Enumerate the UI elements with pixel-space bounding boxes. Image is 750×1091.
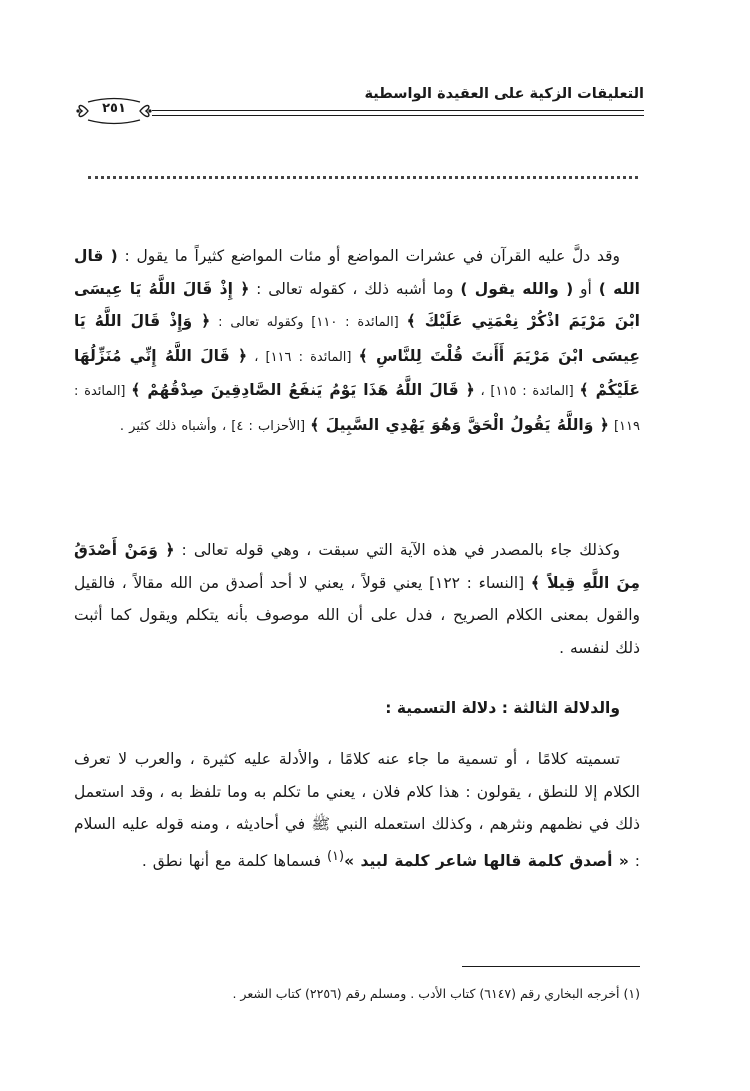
page-number: ٢٥١ [102, 101, 126, 116]
verse-reference: [المائدة : ١١٠] وكقوله تعالى : [210, 315, 407, 330]
text-run: وكذلك جاء بالمصدر في هذه الآية التي سبقت ، وهي قوله تعالى : [174, 541, 620, 559]
dotted-separator [88, 176, 638, 179]
footnote-marker: (١) [326, 848, 345, 864]
quran-verse: ﴿ وَإِذْ قَالَ اللَّهُ يَا عِيسَى ابْنَ مَرْيَمَ أَأَنتَ قُلْتَ لِلنَّاسِ ﴾ [74, 312, 640, 365]
footnote: (١) أخرجه البخاري رقم (٦١٤٧) كتاب الأدب . ومسلم رقم (٢٢٥٦) كتاب الشعر . [232, 986, 640, 1001]
text-run: تسميته كلامًا ، أو تسمية ما جاء عنه كلامًا ، والأدلة عليه كثيرة ، والعرب لا تعرف الكلام إلا للنطق ، يقولون : هذا كلام فلان ، يعني ما تكلم به وما تلفظ به ، وقد استعمل ذلك في نظمهم ونثرهم ، وكذلك استعمله النبي ﷺ في أحاديثه ، ومنه قوله عليه السلام : [74, 750, 640, 870]
section-heading [74, 693, 640, 723]
quran-verse: ﴿ قَالَ اللَّهُ إِنِّي مُنَزِّلُهَا عَلَيْكُمْ ﴾ [74, 346, 640, 399]
footnote-separator [462, 966, 640, 967]
header-rule [152, 110, 644, 111]
verse-reference: [المائدة : ١١٦] ، [247, 349, 359, 365]
quoted-phrase: ( والله يقول ) [460, 279, 574, 298]
paragraph-2 [74, 534, 640, 664]
hadith-quote: « أصدق كلمة قالها شاعر كلمة لبيد » [344, 851, 629, 870]
quoted-phrase: ( قال الله ) [74, 247, 640, 298]
paragraph-3 [74, 743, 640, 877]
quran-verse: ﴿ وَاللَّهُ يَقُولُ الْحَقَّ وَهُوَ يَهْدِي السَّبِيلَ ﴾ [310, 415, 609, 434]
paragraph-1 [74, 240, 640, 443]
heading-label: والدلالة الثالثة : دلالة التسمية : [385, 699, 620, 717]
text-run: وما أشبه ذلك ، كقوله تعالى : [249, 279, 461, 298]
page-number-ornament [74, 97, 154, 125]
verse-reference: [المائدة : ١١٩] [74, 384, 640, 434]
text-run: أو [573, 279, 599, 298]
quran-verse: ﴿ وَمَنْ أَصْدَقُ مِنَ اللَّهِ قِيلاً ﴾ [74, 541, 640, 592]
text-run: وقد دلَّ عليه القرآن في عشرات المواضع أو مئات المواضع كثيراً ما يقول : [117, 247, 620, 265]
quran-verse: ﴿ إِذْ قَالَ اللَّهُ يَا عِيسَى ابْنَ مَرْيَمَ اذْكُرْ نِعْمَتِي عَلَيْكَ ﴾ [74, 279, 640, 330]
verse-reference: [الأحزاب : ٤] ، وأشباه ذلك كثير . [119, 418, 311, 434]
header-rule [152, 115, 644, 116]
text-run: [النساء : ١٢٢] يعني قولاً ، يعني لا أحد أصدق من الله مقالاً ، فالقيل والقول بمعنى الكلام الصريح ، فدل على أن الله موصوف بأنه يتكلم ويقول كما أثبت ذلك لنفسه . [74, 573, 640, 657]
running-title: التعليقات الزكية على العقيدة الواسطية [364, 86, 644, 102]
quran-verse: ﴿ قَالَ اللَّهُ هَذَا يَوْمُ يَنفَعُ الصَّادِقِينَ صِدْقُهُمْ ﴾ [131, 381, 475, 399]
page-header [74, 84, 644, 124]
verse-reference: [المائدة : ١١٥] ، [474, 384, 580, 399]
text-run: فسماها كلمة مع أنها نطق . [141, 851, 327, 870]
